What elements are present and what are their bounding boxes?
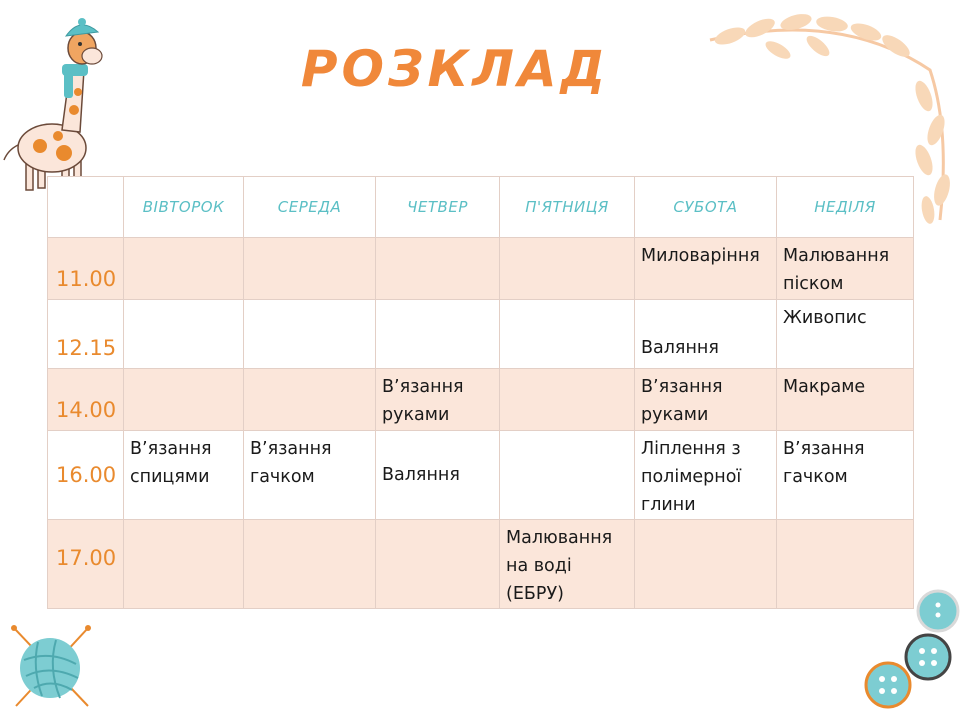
- activity-cell: В’язання руками: [376, 369, 500, 431]
- time-cell: 12.15: [48, 300, 124, 369]
- time-cell: 17.00: [48, 520, 124, 609]
- activity-cell: Ліплення з полімерної глини: [635, 431, 777, 520]
- activity-cell: [777, 520, 914, 609]
- activity-cell: [244, 300, 376, 369]
- activity-cell: Макраме: [777, 369, 914, 431]
- day-header: СЕРЕДА: [244, 177, 376, 238]
- activity-cell: [500, 238, 635, 300]
- activity-cell: [244, 369, 376, 431]
- activity-cell: [500, 300, 635, 369]
- table-row: [48, 300, 914, 369]
- table-row: [48, 431, 914, 520]
- schedule-table: [47, 176, 914, 609]
- table-row: [48, 369, 914, 431]
- activity-cell: [124, 238, 244, 300]
- activity-cell: Малювання піском: [777, 238, 914, 300]
- activity-cell: Валяння: [376, 431, 500, 520]
- activity-cell: [244, 520, 376, 609]
- corner-cell: [48, 177, 124, 238]
- activity-cell: В’язання руками: [635, 369, 777, 431]
- activity-cell: [244, 238, 376, 300]
- header-row: [48, 177, 914, 238]
- activity-cell: Валяння: [635, 300, 777, 369]
- activity-cell: [124, 300, 244, 369]
- activity-cell: [635, 520, 777, 609]
- activity-cell: Живопис: [777, 300, 914, 369]
- activity-cell: Малювання на воді (ЕБРУ): [500, 520, 635, 609]
- activity-cell: Миловаріння: [635, 238, 777, 300]
- day-header: ЧЕТВЕР: [376, 177, 500, 238]
- time-cell: 11.00: [48, 238, 124, 300]
- page-title: РОЗКЛАД: [300, 40, 610, 98]
- table-row: [48, 238, 914, 300]
- yarn-ball-illustration: [8, 620, 98, 710]
- activity-cell: [124, 369, 244, 431]
- activity-cell: [376, 238, 500, 300]
- day-header: НЕДІЛЯ: [777, 177, 914, 238]
- activity-cell: В’язання гачком: [777, 431, 914, 520]
- activity-cell: [500, 369, 635, 431]
- activity-cell: В’язання спицями: [124, 431, 244, 520]
- giraffe-illustration: [0, 10, 110, 195]
- day-header: СУБОТА: [635, 177, 777, 238]
- day-header: ВІВТОРОК: [124, 177, 244, 238]
- activity-cell: В’язання гачком: [244, 431, 376, 520]
- time-cell: 14.00: [48, 369, 124, 431]
- activity-cell: [376, 300, 500, 369]
- time-cell: 16.00: [48, 431, 124, 520]
- activity-cell: [124, 520, 244, 609]
- activity-cell: [500, 431, 635, 520]
- day-header: П'ЯТНИЦЯ: [500, 177, 635, 238]
- activity-cell: [376, 520, 500, 609]
- table-row: [48, 520, 914, 609]
